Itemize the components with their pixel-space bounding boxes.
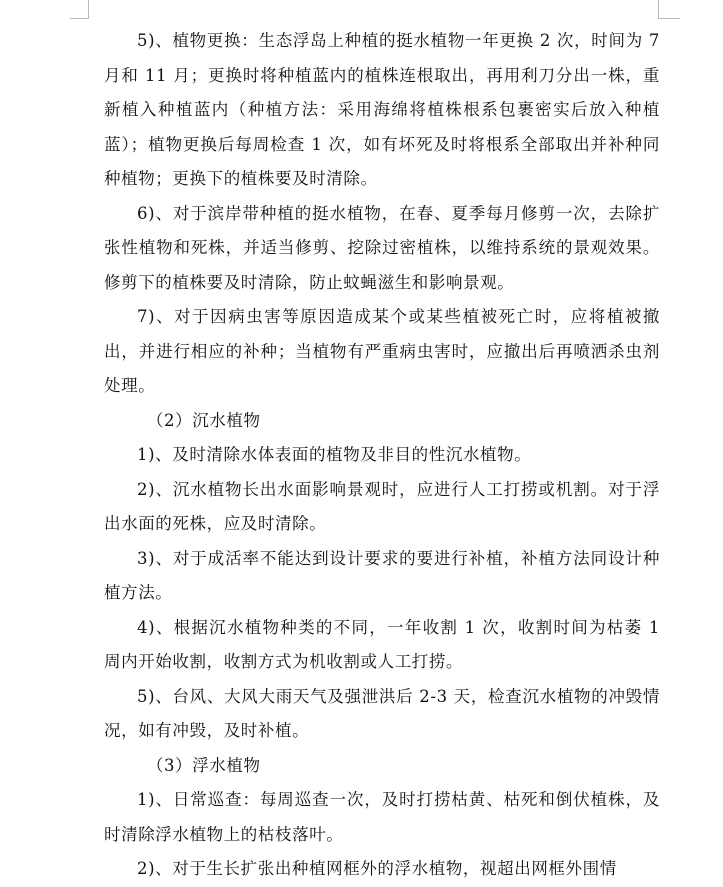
crop-mark-top-right-horizontal bbox=[658, 18, 680, 19]
crop-mark-top-left-horizontal bbox=[70, 18, 89, 19]
paragraph-submerged-3: 3)、对于成活率不能达到设计要求的要进行补植，补植方法同设计种植方法。 bbox=[104, 548, 660, 602]
crop-mark-top-right-vertical bbox=[658, 0, 659, 18]
paragraph-pest-replanting: 7)、对于因病虫害等原因造成某个或某些植被死亡时，应将植被撤出，并进行相应的补种；当植物有严重病虫害时，应撤出后再喷洒杀虫剂处理。 bbox=[104, 307, 660, 395]
paragraph-floating-2: 2)、对于生长扩张出种植网框外的浮水植物，视超出网框外围情 bbox=[137, 859, 617, 878]
paragraph-submerged-2: 2)、沉水植物长出水面影响景观时，应进行人工打捞或机割。对于浮出水面的死株，应及时清除。 bbox=[104, 479, 660, 533]
crop-mark-top-left-vertical bbox=[88, 0, 89, 18]
document-body bbox=[104, 24, 660, 887]
paragraph-plant-replacement: 5)、植物更换：生态浮岛上种植的挺水植物一年更换 2 次，时间为 7 月和 11 月；更换时将种植蓝内的植株连根取出，再用利刀分出一株，重新植入种植蓝内（种植方法：采用海绵将植株根系包裹密实后放入种植蓝）；植物更换后每周检查 1 次，如有坏死及时将根系全部取出并补种同种植物；更换下的植株要及时清除。 bbox=[104, 31, 660, 188]
paragraph-submerged-1: 1)、及时清除水体表面的植物及非目的性沉水植物。 bbox=[137, 445, 532, 464]
paragraph-submerged-5: 5)、台风、大风大雨天气及强泄洪后 2-3 天，检查沉水植物的冲毁情况，如有冲毁，及时补植。 bbox=[104, 686, 660, 740]
paragraph-shore-pruning: 6)、对于滨岸带种植的挺水植物，在春、夏季每月修剪一次，去除扩张性植物和死株，并适当修剪、挖除过密植株，以维持系统的景观效果。修剪下的植株要及时清除，防止蚊蝇滋生和影响景观。 bbox=[104, 203, 660, 292]
section-heading-submerged-plants: （2）沉水植物 bbox=[146, 410, 261, 430]
paragraph-submerged-4: 4)、根据沉水植物种类的不同，一年收割 1 次，收割时间为枯萎 1 周内开始收割，收割方式为机收割或人工打捞。 bbox=[104, 617, 660, 671]
section-heading-floating-plants: （3）浮水植物 bbox=[146, 755, 261, 775]
paragraph-floating-1: 1)、日常巡查：每周巡查一次，及时打捞枯黄、枯死和倒伏植株，及时清除浮水植物上的枯枝落叶。 bbox=[104, 790, 660, 844]
